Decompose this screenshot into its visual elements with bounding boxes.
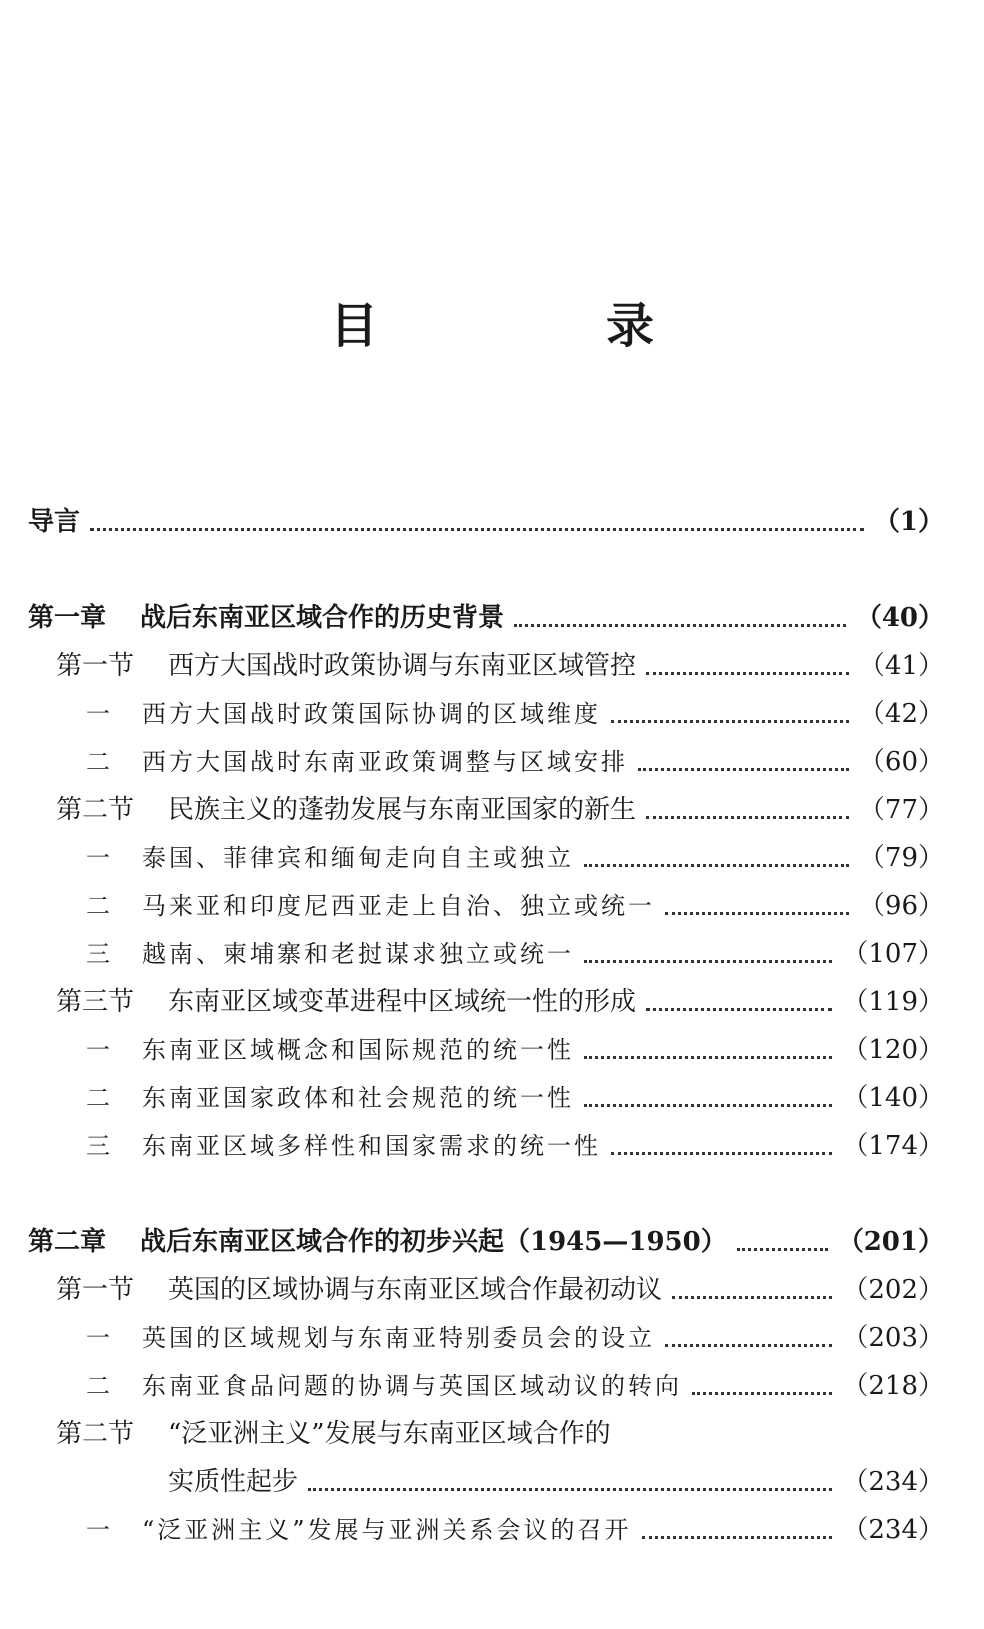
dot-leader bbox=[611, 1152, 832, 1155]
section-number: 第三节 bbox=[56, 987, 135, 1017]
dot-leader bbox=[90, 528, 864, 531]
section-number: 第二节 bbox=[56, 795, 135, 825]
toc-entry-title: 民族主义的蓬勃发展与东南亚国家的新生 bbox=[168, 795, 637, 825]
section-number: 第一节 bbox=[56, 1275, 135, 1305]
toc-subsection[interactable] bbox=[0, 1364, 984, 1404]
toc-section[interactable] bbox=[0, 980, 984, 1020]
toc-entry-title: 西方大国战时政策协调与东南亚区域管控 bbox=[168, 651, 637, 681]
toc-entry-page: （79） bbox=[858, 843, 944, 873]
dot-leader bbox=[584, 864, 849, 867]
toc-entry-title: 马来亚和印度尼西亚走上自治、独立或统一 bbox=[142, 892, 655, 920]
dot-leader bbox=[692, 1392, 832, 1395]
subsection-number: 二 bbox=[86, 1372, 113, 1400]
toc-section[interactable] bbox=[0, 788, 984, 828]
toc-entry-title: 实质性起步 bbox=[168, 1467, 299, 1497]
toc-subsection[interactable] bbox=[0, 932, 984, 972]
dot-leader bbox=[584, 1104, 832, 1107]
subsection-number: 一 bbox=[86, 700, 113, 728]
subsection-number: 一 bbox=[86, 1324, 113, 1352]
dot-leader bbox=[514, 624, 846, 627]
toc-entry-page: （234） bbox=[842, 1515, 944, 1545]
toc-section-continuation[interactable] bbox=[0, 1460, 984, 1500]
toc-entry-page: （1） bbox=[873, 507, 944, 537]
subsection-number: 一 bbox=[86, 1036, 113, 1064]
toc-entry-page: （174） bbox=[842, 1131, 944, 1161]
dot-leader bbox=[665, 1344, 832, 1347]
chapter-number: 第一章 bbox=[28, 603, 107, 633]
toc-chapter-2[interactable] bbox=[0, 1220, 984, 1260]
dot-leader bbox=[646, 1008, 832, 1011]
toc-entry-page: （201） bbox=[837, 1227, 944, 1257]
toc-entry-page: （120） bbox=[842, 1035, 944, 1065]
toc-subsection[interactable] bbox=[0, 692, 984, 732]
section-number: 第一节 bbox=[56, 651, 135, 681]
dot-leader bbox=[642, 1536, 833, 1539]
toc-subsection[interactable] bbox=[0, 740, 984, 780]
toc-entry-title: 西方大国战时政策国际协调的区域维度 bbox=[142, 700, 601, 728]
page-title: 目 录 bbox=[329, 298, 744, 354]
toc-entry-page: （77） bbox=[858, 795, 944, 825]
dot-leader bbox=[737, 1248, 828, 1251]
subsection-number: 三 bbox=[86, 1132, 113, 1160]
toc-entry-title: 泰国、菲律宾和缅甸走向自主或独立 bbox=[142, 844, 574, 872]
toc-entry-page: （41） bbox=[858, 651, 944, 681]
subsection-number: 三 bbox=[86, 940, 113, 968]
chapter-number: 第二章 bbox=[28, 1227, 107, 1257]
toc-entry-page: （96） bbox=[858, 891, 944, 921]
toc-subsection[interactable] bbox=[0, 884, 984, 924]
toc-subsection[interactable] bbox=[0, 1028, 984, 1068]
toc-subsection[interactable] bbox=[0, 1076, 984, 1116]
subsection-number: 一 bbox=[86, 844, 113, 872]
toc-entry-title: “泛亚洲主义”发展与东南亚区域合作的 bbox=[168, 1419, 611, 1449]
dot-leader bbox=[646, 672, 849, 675]
toc-section[interactable] bbox=[0, 1268, 984, 1308]
toc-entry-page: （40） bbox=[855, 603, 944, 633]
toc-entry-page: （107） bbox=[842, 939, 944, 969]
toc-entry-title: 英国的区域规划与东南亚特别委员会的设立 bbox=[142, 1324, 655, 1352]
toc-section-first-line[interactable] bbox=[56, 1412, 956, 1452]
dot-leader bbox=[584, 1056, 832, 1059]
dot-leader bbox=[665, 912, 849, 915]
toc-entry-page: （218） bbox=[842, 1371, 944, 1401]
subsection-number: 二 bbox=[86, 892, 113, 920]
toc-entry-title: “泛亚洲主义”发展与亚洲关系会议的召开 bbox=[142, 1516, 632, 1544]
toc-entry-title: 东南亚国家政体和社会规范的统一性 bbox=[142, 1084, 574, 1112]
toc-entry-page: （119） bbox=[842, 987, 944, 1017]
toc-entry-title: 英国的区域协调与东南亚区域合作最初动议 bbox=[168, 1275, 663, 1305]
subsection-number: 二 bbox=[86, 748, 113, 776]
toc-entry-title: 战后东南亚区域合作的初步兴起（1945—1950） bbox=[140, 1227, 727, 1257]
toc-entry-page: （60） bbox=[858, 747, 944, 777]
toc-entry-intro[interactable] bbox=[0, 500, 984, 540]
toc-entry-title: 西方大国战时东南亚政策调整与区域安排 bbox=[142, 748, 628, 776]
toc-entry-page: （202） bbox=[842, 1275, 944, 1305]
toc-entry-title: 东南亚区域多样性和国家需求的统一性 bbox=[142, 1132, 601, 1160]
toc-entry-page: （42） bbox=[858, 699, 944, 729]
dot-leader bbox=[308, 1488, 832, 1491]
dot-leader bbox=[584, 960, 832, 963]
toc-subsection[interactable] bbox=[0, 1508, 984, 1548]
dot-leader bbox=[638, 768, 849, 771]
toc-entry-page: （203） bbox=[842, 1323, 944, 1353]
dot-leader bbox=[611, 720, 849, 723]
subsection-number: 二 bbox=[86, 1084, 113, 1112]
toc-entry-title: 东南亚区域变革进程中区域统一性的形成 bbox=[168, 987, 637, 1017]
toc-entry-title: 导言 bbox=[28, 507, 81, 537]
toc-subsection[interactable] bbox=[0, 1124, 984, 1164]
toc-entry-title: 越南、柬埔寨和老挝谋求独立或统一 bbox=[142, 940, 574, 968]
section-number: 第二节 bbox=[56, 1419, 135, 1449]
toc-entry-title: 战后东南亚区域合作的历史背景 bbox=[140, 603, 505, 633]
dot-leader bbox=[672, 1296, 832, 1299]
subsection-number: 一 bbox=[86, 1516, 113, 1544]
toc-entry-page: （234） bbox=[842, 1467, 944, 1497]
toc-chapter-1[interactable] bbox=[0, 596, 984, 636]
toc-subsection[interactable] bbox=[0, 1316, 984, 1356]
toc-entry-title: 东南亚区域概念和国际规范的统一性 bbox=[142, 1036, 574, 1064]
dot-leader bbox=[646, 816, 849, 819]
toc-entry-title: 东南亚食品问题的协调与英国区域动议的转向 bbox=[142, 1372, 682, 1400]
toc-section[interactable] bbox=[0, 644, 984, 684]
toc-subsection[interactable] bbox=[0, 836, 984, 876]
toc-entry-page: （140） bbox=[842, 1083, 944, 1113]
